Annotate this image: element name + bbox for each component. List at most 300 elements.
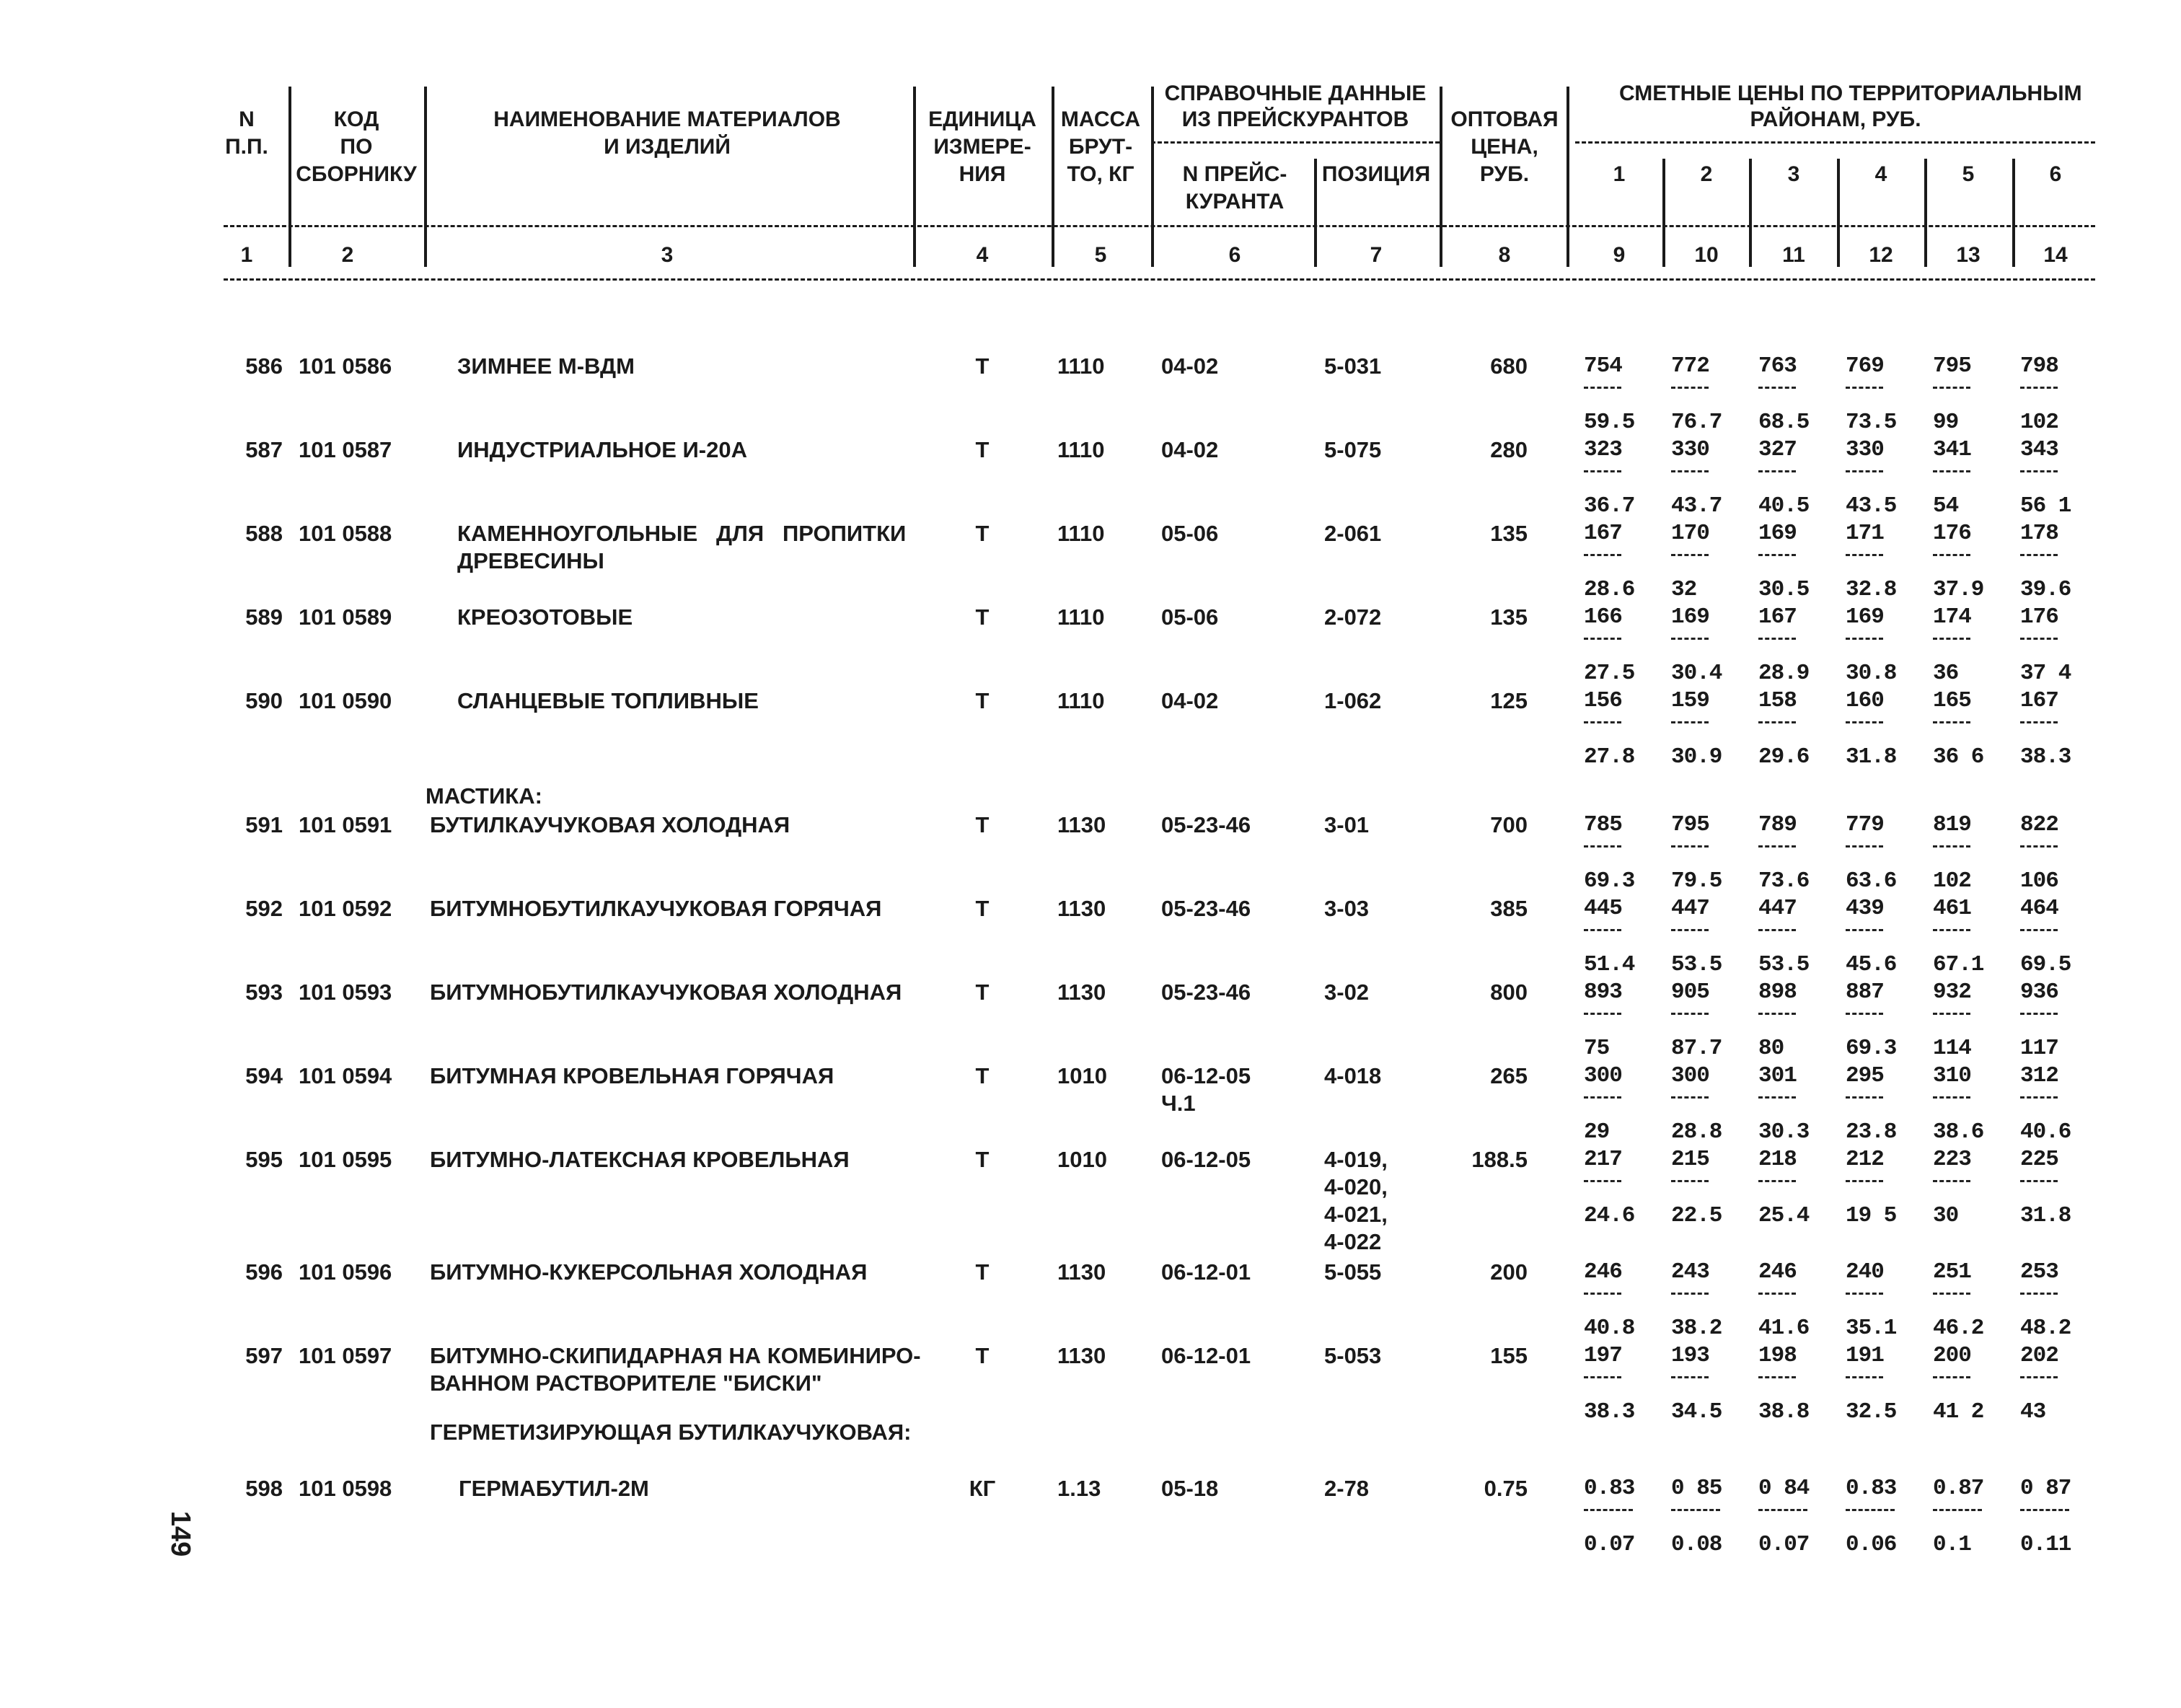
row-pricelist: 06-12-01 — [1161, 1343, 1251, 1368]
fraction-bar — [1584, 1293, 1621, 1295]
row-unit: Т — [975, 1063, 990, 1088]
transport-cost: 32.8 — [1846, 577, 1897, 602]
transport-cost: 43 — [2020, 1399, 2046, 1425]
estimated-price: 301 — [1758, 1063, 1797, 1088]
estimated-price: 198 — [1758, 1343, 1797, 1368]
col-unit-header: ИЗМЕРЕ- — [933, 135, 1031, 159]
transport-cost: 102 — [1933, 868, 1971, 894]
estimated-price: 300 — [1584, 1063, 1622, 1088]
transport-cost: 63.6 — [1846, 868, 1897, 894]
col-mass-header: БРУТ- — [1068, 135, 1133, 159]
row-number: 592 — [245, 896, 283, 921]
col-wholesale-header: РУБ. — [1479, 162, 1530, 186]
column-number-4: 4 — [976, 243, 989, 267]
row-name: БИТУМНОБУТИЛКАУЧУКОВАЯ ХОЛОДНАЯ — [430, 980, 902, 1005]
fraction-bar — [1758, 554, 1796, 556]
row-position: 5-055 — [1324, 1259, 1382, 1285]
col-unit-header: НИЯ — [959, 162, 1006, 186]
estimated-price: 159 — [1671, 688, 1709, 713]
estimated-price: 936 — [2020, 980, 2058, 1005]
row-name: КАМЕННОУГОЛЬНЫЕ ДЛЯ ПРОПИТКИ — [457, 521, 907, 546]
transport-cost: 75 — [1584, 1036, 1610, 1061]
transport-cost: 40.5 — [1758, 493, 1810, 519]
row-name: БИТУМНОБУТИЛКАУЧУКОВАЯ ГОРЯЧАЯ — [430, 896, 882, 921]
row-number: 595 — [245, 1147, 283, 1172]
estimated-price: 789 — [1758, 812, 1797, 837]
transport-cost: 99 — [1933, 410, 1959, 435]
transport-cost: 30.8 — [1846, 661, 1897, 686]
transport-cost: 45.6 — [1846, 952, 1897, 977]
estimated-price: 898 — [1758, 980, 1797, 1005]
row-code: 101 0593 — [299, 980, 392, 1005]
estimated-price: 251 — [1933, 1259, 1971, 1285]
fraction-bar — [1671, 1180, 1709, 1182]
fraction-bar — [1584, 470, 1621, 472]
fraction-bar — [1671, 638, 1709, 640]
estimated-price: 445 — [1584, 896, 1622, 921]
row-mass: 1010 — [1057, 1063, 1107, 1088]
fraction-bar — [2020, 1013, 2058, 1015]
row-wholesale-price: 265 — [1490, 1063, 1528, 1088]
transport-cost: 54 — [1933, 493, 1959, 519]
estimated-price: 225 — [2020, 1147, 2058, 1172]
row-position: 2-072 — [1324, 604, 1382, 630]
row-name: БИТУМНО-КУКЕРСОЛЬНАЯ ХОЛОДНАЯ — [430, 1259, 868, 1285]
transport-cost: 0.08 — [1671, 1532, 1722, 1557]
transport-cost: 114 — [1933, 1036, 1971, 1061]
estimated-price: 779 — [1846, 812, 1884, 837]
row-position: 4-020, — [1324, 1174, 1388, 1199]
fraction-bar — [1584, 929, 1621, 931]
row-wholesale-price: 188.5 — [1471, 1147, 1528, 1172]
column-number-3: 3 — [661, 243, 674, 267]
fraction-bar — [1584, 1180, 1621, 1182]
estimated-price: 223 — [1933, 1147, 1971, 1172]
row-mass: 1110 — [1057, 604, 1105, 630]
fraction-bar — [1846, 1509, 1895, 1511]
row-number: 594 — [245, 1063, 283, 1088]
row-code: 101 0589 — [299, 604, 392, 630]
row-pricelist: 05-18 — [1161, 1476, 1219, 1501]
row-position: 4-021, — [1324, 1202, 1388, 1227]
transport-cost: 69.3 — [1846, 1036, 1897, 1061]
estimated-price: 158 — [1758, 688, 1797, 713]
row-position: 5-075 — [1324, 437, 1382, 462]
fraction-bar — [1671, 1013, 1709, 1015]
transport-cost: 38.8 — [1758, 1399, 1810, 1425]
estimated-price: 197 — [1584, 1343, 1622, 1368]
fraction-bar — [1758, 721, 1796, 723]
fraction-bar — [1758, 387, 1796, 389]
fraction-bar — [1758, 929, 1796, 931]
estimated-price: 341 — [1933, 437, 1971, 462]
fraction-bar — [1846, 1096, 1883, 1099]
estimated-price: 819 — [1933, 812, 1971, 837]
estimated-price: 763 — [1758, 353, 1797, 379]
estimated-price: 218 — [1758, 1147, 1797, 1172]
row-name: ДРЕВЕСИНЫ — [457, 548, 604, 573]
row-wholesale-price: 135 — [1490, 604, 1528, 630]
transport-cost: 31.8 — [2020, 1203, 2071, 1228]
estimated-price: 160 — [1846, 688, 1884, 713]
estimated-price: 217 — [1584, 1147, 1622, 1172]
fraction-bar — [2020, 1376, 2058, 1378]
transport-cost: 0.06 — [1846, 1532, 1897, 1557]
estimated-price: 212 — [1846, 1147, 1884, 1172]
row-number: 591 — [245, 812, 283, 837]
row-pricelist: 05-06 — [1161, 521, 1219, 546]
fraction-bar — [1671, 1293, 1709, 1295]
estimated-price: 156 — [1584, 688, 1622, 713]
row-unit: Т — [975, 1259, 990, 1285]
transport-cost: 38.3 — [2020, 744, 2071, 770]
estimated-price: 169 — [1758, 521, 1797, 546]
estimated-price: 330 — [1671, 437, 1709, 462]
estimated-price: 0.87 — [1933, 1476, 1984, 1501]
row-number: 588 — [245, 521, 283, 546]
estimated-price: 893 — [1584, 980, 1622, 1005]
row-unit: Т — [975, 896, 990, 921]
fraction-bar — [2020, 845, 2058, 848]
header-bottom-rule — [224, 225, 2095, 227]
row-unit: Т — [975, 521, 990, 546]
transport-cost: 30.5 — [1758, 577, 1810, 602]
row-mass: 1130 — [1057, 1343, 1106, 1368]
col-code-header: СБОРНИКУ — [296, 162, 417, 186]
transport-cost: 73.6 — [1758, 868, 1810, 894]
transport-cost: 79.5 — [1671, 868, 1722, 894]
row-pricelist: 05-23-46 — [1161, 980, 1251, 1005]
header-numbers-rule — [224, 278, 2095, 281]
fraction-bar — [1933, 1013, 1970, 1015]
row-name: ЗИМНЕЕ М-ВДМ — [457, 353, 635, 379]
row-position: 1-062 — [1324, 688, 1382, 713]
col-mass-header: МАССА — [1060, 107, 1141, 131]
fraction-bar — [2020, 721, 2058, 723]
estimated-price: 200 — [1933, 1343, 1971, 1368]
fraction-bar — [1758, 845, 1796, 848]
estimated-price: 754 — [1584, 353, 1622, 379]
row-number: 587 — [245, 437, 283, 462]
fraction-bar — [2020, 470, 2058, 472]
fraction-bar — [2020, 1096, 2058, 1099]
row-code: 101 0598 — [299, 1476, 392, 1501]
fraction-bar — [2020, 929, 2058, 931]
row-wholesale-price: 135 — [1490, 521, 1528, 546]
estimated-price: 167 — [2020, 688, 2058, 713]
transport-cost: 28.6 — [1584, 577, 1635, 602]
fraction-bar — [1933, 1293, 1970, 1295]
estimated-price: 323 — [1584, 437, 1622, 462]
fraction-bar — [1671, 1509, 1720, 1511]
fraction-bar — [1758, 1509, 1807, 1511]
row-position: 2-061 — [1324, 521, 1382, 546]
fraction-bar — [2020, 638, 2058, 640]
fraction-bar — [1846, 1376, 1883, 1378]
transport-cost: 38.6 — [1933, 1119, 1984, 1145]
transport-cost: 24.6 — [1584, 1203, 1635, 1228]
row-wholesale-price: 125 — [1490, 688, 1528, 713]
estimated-price: 215 — [1671, 1147, 1709, 1172]
fraction-bar — [1758, 1013, 1796, 1015]
estimated-price: 461 — [1933, 896, 1971, 921]
estimated-price: 772 — [1671, 353, 1709, 379]
row-name: КРЕОЗОТОВЫЕ — [457, 604, 633, 630]
row-pricelist: 04-02 — [1161, 688, 1219, 713]
prices-group-header: РАЙОНАМ, РУБ. — [1750, 107, 1921, 131]
section-heading-mastic: МАСТИКА: — [426, 783, 542, 809]
fraction-bar — [2020, 1509, 2069, 1511]
row-number: 596 — [245, 1259, 283, 1285]
row-code: 101 0594 — [299, 1063, 392, 1088]
estimated-price: 785 — [1584, 812, 1622, 837]
row-number: 593 — [245, 980, 283, 1005]
ref-group-header: СПРАВОЧНЫЕ ДАННЫЕ — [1164, 82, 1427, 105]
col-num-header: П.П. — [225, 135, 268, 159]
row-name: ГЕРМАБУТИЛ-2М — [459, 1476, 649, 1501]
fraction-bar — [1584, 387, 1621, 389]
row-name: БИТУМНАЯ КРОВЕЛЬНАЯ ГОРЯЧАЯ — [430, 1063, 834, 1088]
fraction-bar — [1846, 387, 1883, 389]
estimated-price: 464 — [2020, 896, 2058, 921]
transport-cost: 37 4 — [2020, 661, 2071, 686]
fraction-bar — [1758, 1180, 1796, 1182]
fraction-bar — [1846, 1180, 1883, 1182]
estimated-price: 343 — [2020, 437, 2058, 462]
col-wholesale-header: ОПТОВАЯ — [1450, 107, 1559, 131]
estimated-price: 447 — [1671, 896, 1709, 921]
region-header-2: 2 — [1700, 162, 1713, 186]
col-wholesale-header: ЦЕНА, — [1471, 135, 1538, 159]
fraction-bar — [1933, 387, 1970, 389]
fraction-bar — [1584, 1376, 1621, 1378]
col-code-header: КОД — [333, 107, 379, 131]
transport-cost: 38.2 — [1671, 1316, 1722, 1341]
ref-group-header: ИЗ ПРЕЙСКУРАНТОВ — [1181, 107, 1409, 131]
transport-cost: 38.3 — [1584, 1399, 1635, 1425]
estimated-price: 932 — [1933, 980, 1971, 1005]
row-pricelist: 04-02 — [1161, 437, 1219, 462]
transport-cost: 69.5 — [2020, 952, 2071, 977]
row-mass: 1110 — [1057, 437, 1105, 462]
row-position: 2-78 — [1324, 1476, 1370, 1501]
row-unit: Т — [975, 437, 990, 462]
fraction-bar — [1933, 554, 1970, 556]
row-mass: 1.13 — [1057, 1476, 1101, 1501]
fraction-bar — [1846, 845, 1883, 848]
fraction-bar — [1671, 470, 1709, 472]
column-number-8: 8 — [1498, 243, 1511, 267]
transport-cost: 80 — [1758, 1036, 1784, 1061]
estimated-price: 439 — [1846, 896, 1884, 921]
fraction-bar — [1933, 470, 1970, 472]
row-number: 598 — [245, 1476, 283, 1501]
estimated-price: 0 85 — [1671, 1476, 1722, 1501]
estimated-price: 174 — [1933, 604, 1971, 630]
transport-cost: 43.5 — [1846, 493, 1897, 519]
row-name: БИТУМНО-СКИПИДАРНАЯ НА КОМБИНИРО- — [430, 1343, 921, 1368]
col-position-header: ПОЗИЦИЯ — [1321, 162, 1431, 186]
transport-cost: 40.8 — [1584, 1316, 1635, 1341]
fraction-bar — [2020, 1180, 2058, 1182]
row-position: 5-031 — [1324, 353, 1382, 379]
column-number-2: 2 — [341, 243, 354, 267]
col-mass-header: ТО, КГ — [1067, 162, 1134, 186]
fraction-bar — [1933, 721, 1970, 723]
estimated-price: 171 — [1846, 521, 1884, 546]
row-mass: 1110 — [1057, 688, 1105, 713]
transport-cost: 36 — [1933, 661, 1959, 686]
fraction-bar — [1758, 638, 1796, 640]
transport-cost: 35.1 — [1846, 1316, 1897, 1341]
row-unit: Т — [975, 1343, 990, 1368]
transport-cost: 37.9 — [1933, 577, 1984, 602]
fraction-bar — [1584, 1013, 1621, 1015]
transport-cost: 36 6 — [1933, 744, 1984, 770]
transport-cost: 106 — [2020, 868, 2058, 894]
estimated-price: 246 — [1758, 1259, 1797, 1285]
fraction-bar — [1584, 638, 1621, 640]
transport-cost: 28.9 — [1758, 661, 1810, 686]
estimated-price: 822 — [2020, 812, 2058, 837]
fraction-bar — [1584, 554, 1621, 556]
row-code: 101 0590 — [299, 688, 392, 713]
fraction-bar — [1846, 929, 1883, 931]
row-code: 101 0597 — [299, 1343, 392, 1368]
fraction-bar — [1846, 638, 1883, 640]
fraction-bar — [1933, 1180, 1970, 1182]
fraction-bar — [1671, 929, 1709, 931]
row-name: ИНДУСТРИАЛЬНОЕ И-20А — [457, 437, 747, 462]
row-code: 101 0591 — [299, 812, 392, 837]
transport-cost: 30.3 — [1758, 1119, 1810, 1145]
estimated-price: 178 — [2020, 521, 2058, 546]
transport-cost: 41.6 — [1758, 1316, 1810, 1341]
estimated-price: 170 — [1671, 521, 1709, 546]
transport-cost: 39.6 — [2020, 577, 2071, 602]
row-wholesale-price: 700 — [1490, 812, 1528, 837]
transport-cost: 22.5 — [1671, 1203, 1722, 1228]
row-position: 5-053 — [1324, 1343, 1382, 1368]
row-code: 101 0587 — [299, 437, 392, 462]
estimated-price: 167 — [1584, 521, 1622, 546]
fraction-bar — [1933, 929, 1970, 931]
region-header-5: 5 — [1962, 162, 1975, 186]
estimated-price: 169 — [1671, 604, 1709, 630]
fraction-bar — [2020, 1293, 2058, 1295]
row-mass: 1110 — [1057, 353, 1105, 379]
estimated-price: 310 — [1933, 1063, 1971, 1088]
transport-cost: 29.6 — [1758, 744, 1810, 770]
row-position: 3-03 — [1324, 896, 1370, 921]
row-position: 3-02 — [1324, 980, 1370, 1005]
fraction-bar — [1671, 721, 1709, 723]
column-number-11: 11 — [1782, 243, 1805, 267]
estimated-price: 327 — [1758, 437, 1797, 462]
region-header-1: 1 — [1613, 162, 1626, 186]
col-name-header: И ИЗДЕЛИЙ — [604, 135, 731, 159]
row-wholesale-price: 155 — [1490, 1343, 1528, 1368]
transport-cost: 0.07 — [1584, 1532, 1635, 1557]
transport-cost: 27.8 — [1584, 744, 1635, 770]
fraction-bar — [1671, 554, 1709, 556]
row-number: 597 — [245, 1343, 283, 1368]
estimated-price: 769 — [1846, 353, 1884, 379]
estimated-price: 169 — [1846, 604, 1884, 630]
row-wholesale-price: 0.75 — [1484, 1476, 1528, 1501]
row-unit: Т — [975, 604, 990, 630]
fraction-bar — [1846, 470, 1883, 472]
row-unit: Т — [975, 688, 990, 713]
fraction-bar — [1846, 721, 1883, 723]
fraction-bar — [1584, 845, 1621, 848]
row-mass: 1130 — [1057, 812, 1106, 837]
region-header-6: 6 — [2049, 162, 2062, 186]
transport-cost: 102 — [2020, 410, 2058, 435]
transport-cost: 53.5 — [1758, 952, 1810, 977]
row-unit: Т — [975, 1147, 990, 1172]
estimated-price: 295 — [1846, 1063, 1884, 1088]
column-number-5: 5 — [1094, 243, 1107, 267]
estimated-price: 0 87 — [2020, 1476, 2071, 1501]
estimated-price: 300 — [1671, 1063, 1709, 1088]
estimated-price: 176 — [1933, 521, 1971, 546]
row-name: ВАННОМ РАСТВОРИТЕЛЕ "БИСКИ" — [430, 1370, 822, 1396]
column-number-10: 10 — [1694, 243, 1719, 267]
estimated-price: 798 — [2020, 353, 2058, 379]
row-number: 589 — [245, 604, 283, 630]
fraction-bar — [1933, 638, 1970, 640]
row-unit: Т — [975, 353, 990, 379]
fraction-bar — [1758, 1293, 1796, 1295]
fraction-bar — [2020, 554, 2058, 556]
estimated-price: 0 84 — [1758, 1476, 1810, 1501]
fraction-bar — [1933, 1509, 1982, 1511]
transport-cost: 30.9 — [1671, 744, 1722, 770]
estimated-price: 905 — [1671, 980, 1709, 1005]
col-name-header: НАИМЕНОВАНИЕ МАТЕРИАЛОВ — [493, 107, 841, 131]
col-code-header: ПО — [340, 135, 373, 159]
transport-cost: 41 2 — [1933, 1399, 1984, 1425]
transport-cost: 19 5 — [1846, 1203, 1897, 1228]
estimated-price: 795 — [1933, 353, 1971, 379]
transport-cost: 76.7 — [1671, 410, 1722, 435]
col-pricelist-header: N ПРЕЙС- — [1182, 162, 1287, 186]
row-code: 101 0586 — [299, 353, 392, 379]
fraction-bar — [1671, 1096, 1709, 1099]
row-pricelist: 05-06 — [1161, 604, 1219, 630]
row-mass: 1110 — [1057, 521, 1105, 546]
transport-cost: 40.6 — [2020, 1119, 2071, 1145]
transport-cost: 27.5 — [1584, 661, 1635, 686]
estimated-price: 191 — [1846, 1343, 1884, 1368]
row-number: 590 — [245, 688, 283, 713]
column-number-9: 9 — [1613, 243, 1626, 267]
region-header-4: 4 — [1874, 162, 1887, 186]
transport-cost: 59.5 — [1584, 410, 1635, 435]
transport-cost: 48.2 — [2020, 1316, 2071, 1341]
fraction-bar — [1846, 1293, 1883, 1295]
row-pricelist: 06-12-05 — [1161, 1147, 1251, 1172]
estimated-price: 795 — [1671, 812, 1709, 837]
column-number-14: 14 — [2043, 243, 2068, 267]
row-mass: 1130 — [1057, 896, 1106, 921]
fraction-bar — [1933, 845, 1970, 848]
transport-cost: 53.5 — [1671, 952, 1722, 977]
row-pricelist: 05-23-46 — [1161, 896, 1251, 921]
fraction-bar — [1933, 1376, 1970, 1378]
estimated-price: 330 — [1846, 437, 1884, 462]
